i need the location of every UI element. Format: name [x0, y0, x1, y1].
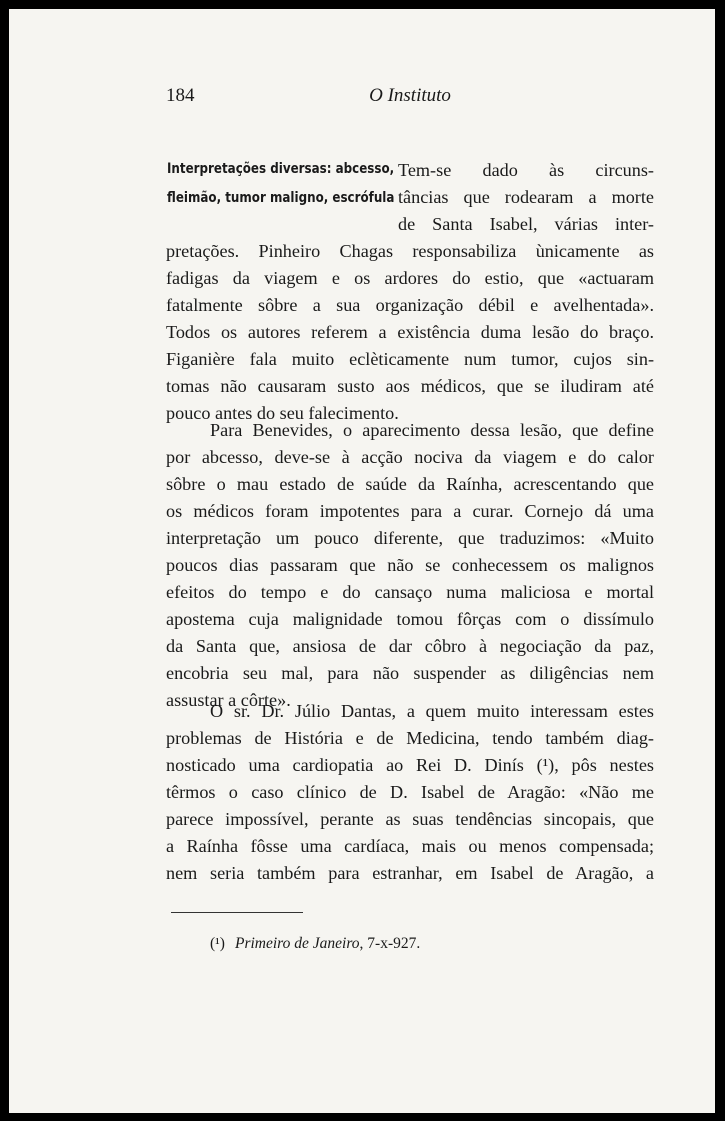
text-line: de Santa Isabel, várias inter- — [398, 214, 654, 234]
running-title: O Instituto — [369, 85, 451, 106]
text-line: Tem-se dado às circuns- — [398, 160, 654, 180]
text-line: encobria seu mal, para não suspender as diligências nem — [166, 663, 654, 683]
footnote — [210, 935, 420, 953]
text-line: interpretação um pouco diferente, que traduzimos: «Muito — [166, 528, 654, 548]
text-line: Todos os autores referem a existência duma lesão do braço. — [166, 322, 654, 342]
side-heading-line: Interpretações diversas: abcesso, — [167, 161, 395, 177]
page-number: 184 — [166, 85, 195, 106]
text-line: nosticado uma cardiopatia ao Rei D. Dinís (¹), pôs nestes — [166, 755, 654, 775]
footnote-source: Primeiro de Janeiro — [234, 935, 360, 952]
paragraph-3 — [166, 698, 654, 887]
text-line: Figanière fala muito eclèticamente num tumor, cujos sin- — [166, 349, 654, 369]
text-line: Para Benevides, o aparecimento dessa lesão, que define — [210, 420, 654, 440]
footnote-marker: (¹) — [210, 935, 225, 952]
text-line: poucos dias passaram que não se conhecessem os malignos — [166, 555, 654, 575]
text-line: têrmos o caso clínico de D. Isabel de Aragão: «Não me — [166, 782, 654, 802]
text-line: problemas de História e de Medicina, tendo também diag- — [166, 728, 654, 748]
text-line: tâncias que rodearam a morte — [398, 187, 654, 207]
text-line: por abcesso, deve-se à acção nociva da viagem e do calor — [166, 447, 654, 467]
text-line: O sr. Dr. Júlio Dantas, a quem muito interessam estes — [210, 701, 654, 721]
side-heading-line: fleimão, tumor maligno, escrófula — [167, 190, 395, 206]
text-line: pretações. Pinheiro Chagas responsabiliza ùnicamente as — [166, 241, 654, 261]
paragraph-2 — [166, 417, 654, 714]
text-line: pouco antes do seu falecimento. — [166, 403, 399, 423]
text-line: assustar a côrte». — [166, 690, 291, 710]
text-line: tomas não causaram susto aos médicos, que se iludiram até — [166, 376, 654, 396]
text-line: da Santa que, ansiosa de dar côbro à negociação da paz, — [166, 636, 654, 656]
footnote-date: , 7-x-927. — [359, 935, 421, 952]
text-line: a Raínha fôsse uma cardíaca, mais ou menos compensada; — [166, 836, 654, 856]
paragraph-1 — [166, 157, 654, 427]
text-line: nem seria também para estranhar, em Isabel de Aragão, a — [166, 863, 654, 883]
text-line: apostema cuja malignidade tomou fôrças com o dissímulo — [166, 609, 654, 629]
text-line: sôbre o mau estado de saúde da Raínha, acrescentando que — [166, 474, 654, 494]
text-line: os médicos foram impotentes para a curar. Cornejo dá uma — [166, 501, 654, 521]
text-line: parece impossível, perante as suas tendências sincopais, que — [166, 809, 654, 829]
text-line: fadigas da viagem e os ardores do estio, que «actuaram — [166, 268, 654, 288]
text-line: fatalmente sôbre a sua organização débil e avelhentada». — [166, 295, 654, 315]
footnote-divider — [171, 912, 303, 913]
book-page — [9, 9, 715, 1113]
text-line: efeitos do tempo e do cansaço numa maliciosa e mortal — [166, 582, 654, 602]
